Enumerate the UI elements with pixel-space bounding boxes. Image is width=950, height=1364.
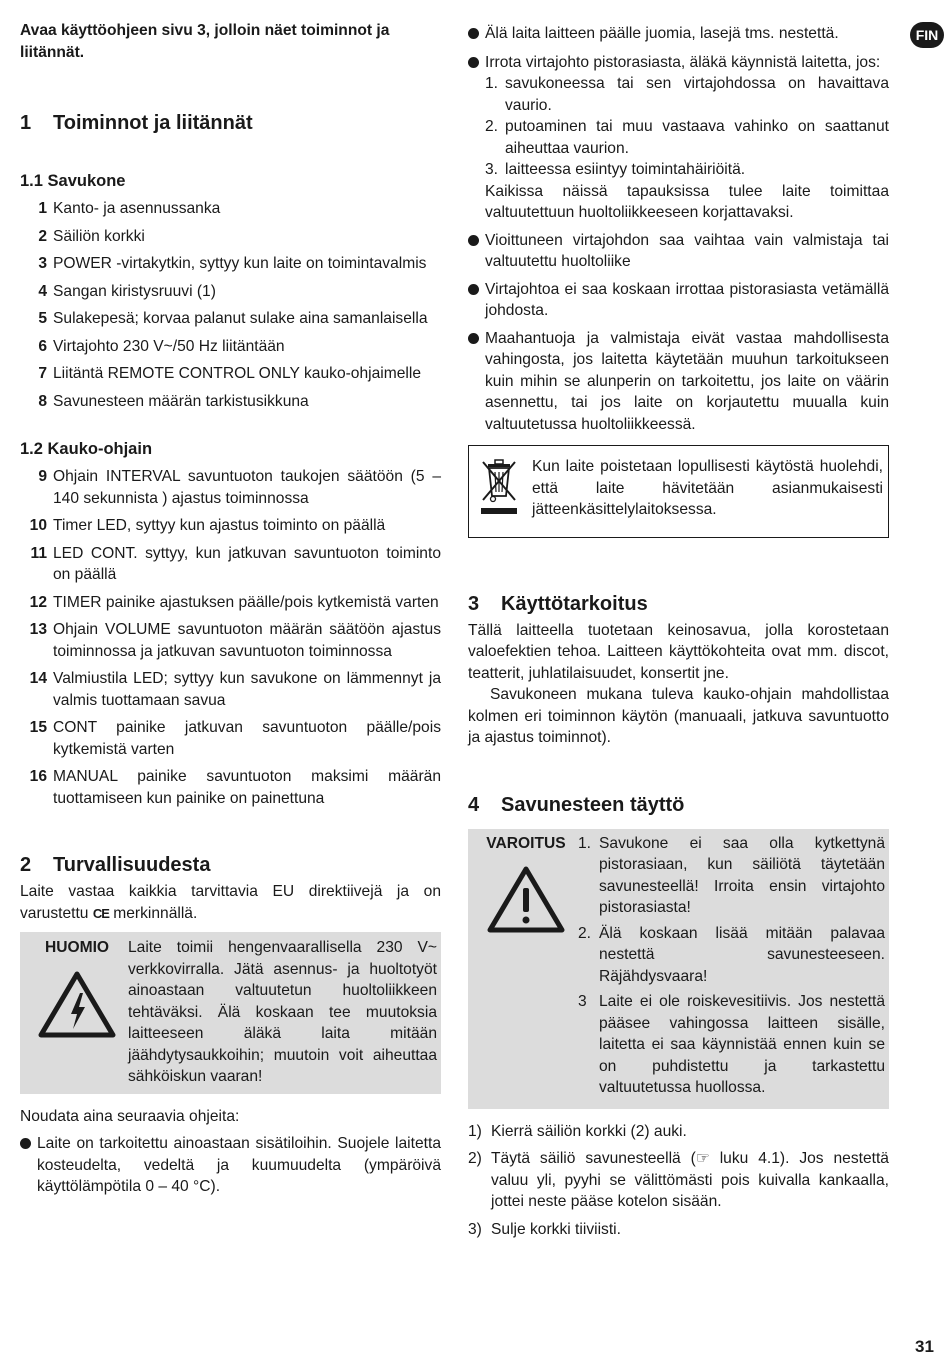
notice-box bbox=[20, 932, 441, 1094]
disposal-icon-column bbox=[477, 456, 532, 525]
ce-mark-icon: CE bbox=[92, 905, 109, 921]
list-item bbox=[20, 1133, 441, 1198]
item-number: 12 bbox=[29, 593, 47, 611]
item-text: POWER -virtakytkin, syttyy kun laite on toimintavalmis bbox=[53, 255, 427, 272]
compliance-text-end: merkinnällä. bbox=[113, 904, 198, 922]
item-number: 10 bbox=[29, 517, 47, 534]
bullet-icon bbox=[468, 328, 485, 436]
left-column bbox=[20, 20, 441, 1204]
bullet-icon bbox=[468, 52, 485, 224]
list-item bbox=[578, 991, 885, 1099]
list-item bbox=[20, 391, 441, 413]
list-item bbox=[578, 923, 885, 988]
subsection-1-2-heading: 1.2 Kauko-ohjain bbox=[20, 440, 153, 458]
bullet-icon bbox=[20, 1133, 37, 1198]
item-text: Täytä säiliö savunesteellä (☞ luku 4.1). Jos nestettä valuu yli, pyyhi se välittömästi pois kuivalla kankaalla, jottei neste pääse kotelon sisään. bbox=[491, 1150, 889, 1210]
section-1-heading bbox=[20, 111, 441, 135]
bullet-icon bbox=[468, 230, 485, 273]
item-text: Laite ei ole roiskevesitiivis. Jos nestettä pääsee vahingossa laitteen sisälle, laitetta ei saa käynnistää ennen kuin se on puhdistettu ja tarkastettu valtuutetussa huollossa. bbox=[599, 993, 885, 1096]
disposal-text: Kun laite poistetaan lopullisesti käytöstä huolehdi, että laite hävitetään asianmukaisesti jätteenkäsittelylaitoksessa. bbox=[532, 458, 883, 518]
item-number: 15 bbox=[29, 719, 47, 736]
list-item bbox=[468, 1219, 889, 1241]
item-number: 6 bbox=[38, 337, 47, 355]
item-text: putoaminen tai muu vastaava vahinko on saattanut aiheuttaa vaurion. bbox=[505, 118, 889, 157]
list-item bbox=[20, 592, 441, 614]
intro-text: Avaa käyttöohjeen sivu 3, jolloin näet toiminnot ja liitännät. bbox=[20, 22, 390, 61]
list-item bbox=[20, 226, 441, 248]
list-item bbox=[20, 363, 441, 385]
purpose-paragraph-2: Savukoneen mukana tuleva kauko-ohjain mahdollistaa kolmen eri toiminnon käytön (manuaali, jatkuva savuntuotto ja ajastus toiminnot). bbox=[468, 686, 889, 746]
savukone-parts-list bbox=[20, 198, 441, 412]
item-number: 3 bbox=[38, 255, 47, 272]
list-item bbox=[468, 52, 889, 224]
warning-box bbox=[468, 829, 889, 1109]
item-number: 2 bbox=[38, 227, 47, 245]
purpose-paragraph-1: Tällä laitteella tuotetaan keinosavua, jolla korostetaan valoefektien tehoa. Laitteen käyttökohteita ovat mm. discot, teatterit, juhlatilaisuudet, konsertit jne. bbox=[468, 621, 889, 682]
item-number: 2. bbox=[485, 118, 499, 135]
section-title: Savunesteen täyttö bbox=[501, 793, 685, 816]
item-number: 1. bbox=[578, 834, 592, 852]
disposal-box bbox=[468, 445, 889, 538]
item-text: Timer LED, syttyy kun ajastus toiminto on päällä bbox=[53, 517, 386, 534]
bullet-text: Maahantuoja ja valmistaja eivät vastaa mahdollisesta vahingosta, jos laitetta käytetään muuhun tarkoitukseen kuin mihin se alunperin on tarkoitettu, jos laite on väärin asennettu, tai jos laite on korjautettu muualla kuin valtuutetussa huoltoliikkeessä. bbox=[485, 329, 889, 433]
item-text: LED CONT. syttyy, kun jatkuvan savuntuoton toiminto on päällä bbox=[53, 544, 441, 583]
item-text: MANUAL painike savuntuoton maksimi määrän tuottamiseen kun painike on painettuna bbox=[53, 768, 441, 807]
list-item bbox=[20, 668, 441, 711]
list-item bbox=[468, 23, 889, 46]
item-number: 1 bbox=[38, 200, 47, 217]
list-item bbox=[485, 159, 889, 181]
subsection-1-1-heading: 1.1 Savukone bbox=[20, 172, 126, 190]
fill-steps-list bbox=[468, 1121, 889, 1241]
list-item bbox=[20, 336, 441, 358]
item-number: 11 bbox=[30, 544, 47, 562]
list-item bbox=[468, 1121, 889, 1143]
item-number: 13 bbox=[29, 621, 47, 638]
section-4-heading bbox=[468, 793, 889, 817]
list-item bbox=[20, 308, 441, 330]
bullet-text: Älä laita laitteen päälle juomia, lasejä tms. nestettä. bbox=[485, 25, 839, 42]
list-item bbox=[578, 833, 885, 919]
item-text: Liitäntä REMOTE CONTROL ONLY kauko-ohjaimelle bbox=[53, 365, 422, 382]
list-item bbox=[20, 619, 441, 662]
item-text: Ohjain INTERVAL savuntuoton taukojen säätöön (5 – 140 sekunnista ) ajastus toiminnossa bbox=[53, 468, 441, 507]
item-text: Kanto- ja asennussanka bbox=[53, 200, 221, 217]
section-number: 2 bbox=[20, 854, 32, 876]
list-item bbox=[20, 717, 441, 760]
bullet-icon bbox=[468, 279, 485, 322]
list-item bbox=[468, 279, 889, 322]
item-number: 1) bbox=[468, 1122, 482, 1140]
item-number: 16 bbox=[29, 768, 47, 785]
item-number: 8 bbox=[38, 392, 47, 410]
item-text: Savukone ei saa olla kytkettynä pistorasiaan, kun säiliötä täytetään savunesteellä! Irroita ensin virtajohto pistorasiasta! bbox=[599, 834, 885, 916]
item-text: Ohjain VOLUME savuntuoton määrän säätöön ajastus toiminnossa ja jatkuvan savuntuoton toiminnossa bbox=[53, 621, 441, 660]
item-number: 2) bbox=[468, 1150, 482, 1167]
list-item bbox=[468, 230, 889, 273]
list-item bbox=[468, 1148, 889, 1213]
notice-label: HUOMIO bbox=[44, 939, 110, 956]
list-item bbox=[20, 281, 441, 303]
item-number: 7 bbox=[38, 365, 47, 382]
item-text: Virtajohto 230 V~/50 Hz liitäntään bbox=[53, 337, 285, 355]
section-number: 3 bbox=[468, 592, 480, 615]
item-number: 3. bbox=[485, 161, 499, 178]
item-text: Kierrä säiliön korkki (2) auki. bbox=[491, 1122, 687, 1140]
item-number: 3 bbox=[578, 993, 587, 1010]
follow-instructions-text: Noudata aina seuraavia ohjeita: bbox=[20, 1107, 240, 1125]
list-item bbox=[485, 73, 889, 116]
section-title: Turvallisuudesta bbox=[53, 854, 211, 876]
bullet-text: Vioittuneen virtajohdon saa vaihtaa vain valmistaja tai valtuutettu huoltoliike bbox=[485, 231, 889, 270]
compliance-text-start: Laite vastaa kaikkia tarvittavia EU direktiivejä ja on varustettu bbox=[20, 883, 441, 922]
section-title: Käyttötarkoitus bbox=[501, 592, 648, 615]
item-number: 9 bbox=[38, 468, 47, 485]
item-text: laitteessa esiintyy toimintahäiriöitä. bbox=[505, 161, 746, 178]
page-number: 31 bbox=[915, 1337, 934, 1356]
safety-bullets-right bbox=[468, 23, 889, 435]
bullet-intro: Irrota virtajohto pistorasiasta, äläkä käynnistä laitetta, jos: bbox=[485, 53, 881, 71]
warning-label: VAROITUS bbox=[486, 834, 566, 852]
section-number: 4 bbox=[468, 793, 480, 816]
list-item bbox=[20, 766, 441, 809]
item-number: 14 bbox=[29, 670, 47, 687]
bullet-text bbox=[485, 52, 889, 224]
list-item bbox=[20, 253, 441, 275]
item-text: Sulakepesä; korvaa palanut sulake aina samanlaisella bbox=[53, 310, 428, 327]
crossed-bin-icon bbox=[477, 456, 521, 518]
notice-label-column bbox=[26, 937, 128, 1088]
warning-list bbox=[578, 833, 885, 1103]
bullet-text: Laite on tarkoitettu ainoastaan sisätiloihin. Suojele laitetta kosteudelta, vedeltä ja kuumuudelta (ympäröivä käyttölämpötila 0 – 40 °C). bbox=[37, 1135, 441, 1195]
bullet-icon bbox=[468, 23, 485, 46]
section-2-heading bbox=[20, 853, 441, 877]
language-badge: FIN bbox=[910, 22, 944, 48]
item-text: Savunesteen määrän tarkistusikkuna bbox=[53, 392, 309, 410]
list-item bbox=[485, 116, 889, 159]
list-item bbox=[20, 198, 441, 220]
list-item bbox=[20, 515, 441, 537]
bullet-text: Virtajohtoa ei saa koskaan irrottaa pistorasiasta vetämällä johdosta. bbox=[485, 280, 889, 319]
section-title: Toiminnot ja liitännät bbox=[53, 112, 253, 134]
item-text: TIMER painike ajastuksen päälle/pois kytkemistä varten bbox=[53, 593, 439, 611]
warning-label-column bbox=[474, 833, 578, 1103]
item-number: 3) bbox=[468, 1220, 482, 1238]
remote-parts-list bbox=[20, 466, 441, 809]
item-text: savukoneessa tai sen virtajohdossa on havaittava vaurio. bbox=[505, 75, 889, 114]
item-text: Sangan kiristysruuvi (1) bbox=[53, 282, 216, 300]
section-number: 1 bbox=[20, 112, 32, 134]
item-number: 4 bbox=[38, 282, 47, 300]
electric-hazard-icon bbox=[37, 969, 117, 1039]
item-number: 1. bbox=[485, 75, 499, 92]
compliance-text bbox=[20, 881, 441, 924]
item-number: 5 bbox=[38, 310, 47, 327]
notice-text: Laite toimii hengenvaarallisella 230 V~ verkkovirralla. Jätä asennus- ja huoltotyöt ainoastaan valtuutetun huoltoliikkeen tehtäväksi. Älä koskaan tee muutoksia laitteeseen äläkä laita mitään jäähdytysaukkoihin; muutoin voit aiheuttaa sähköiskun vaaran! bbox=[128, 939, 437, 1085]
list-item bbox=[20, 543, 441, 586]
item-text: Älä koskaan lisää mitään palavaa nestettä savunesteeseen. Räjähdysvaara! bbox=[599, 924, 885, 985]
item-number: 2. bbox=[578, 924, 592, 942]
section-3-heading bbox=[468, 592, 889, 616]
item-text: Sulje korkki tiiviisti. bbox=[491, 1220, 621, 1238]
right-column bbox=[468, 23, 889, 1246]
item-text: Säiliön korkki bbox=[53, 227, 145, 245]
damage-conditions-list bbox=[485, 73, 889, 181]
bullet-outro: Kaikissa näissä tapauksissa tulee laite toimittaa valtuutettuun huoltoliikkeeseen korjattavaksi. bbox=[485, 182, 889, 221]
list-item bbox=[20, 466, 441, 509]
warning-triangle-icon bbox=[486, 864, 566, 934]
list-item bbox=[468, 328, 889, 436]
item-text: Valmiustila LED; syttyy kun savukone on lämmennyt ja valmis tuottamaan savua bbox=[53, 670, 441, 709]
item-text: CONT painike jatkuvan savuntuoton päälle/pois kytkemistä varten bbox=[53, 719, 441, 758]
safety-bullets-left bbox=[20, 1133, 441, 1198]
